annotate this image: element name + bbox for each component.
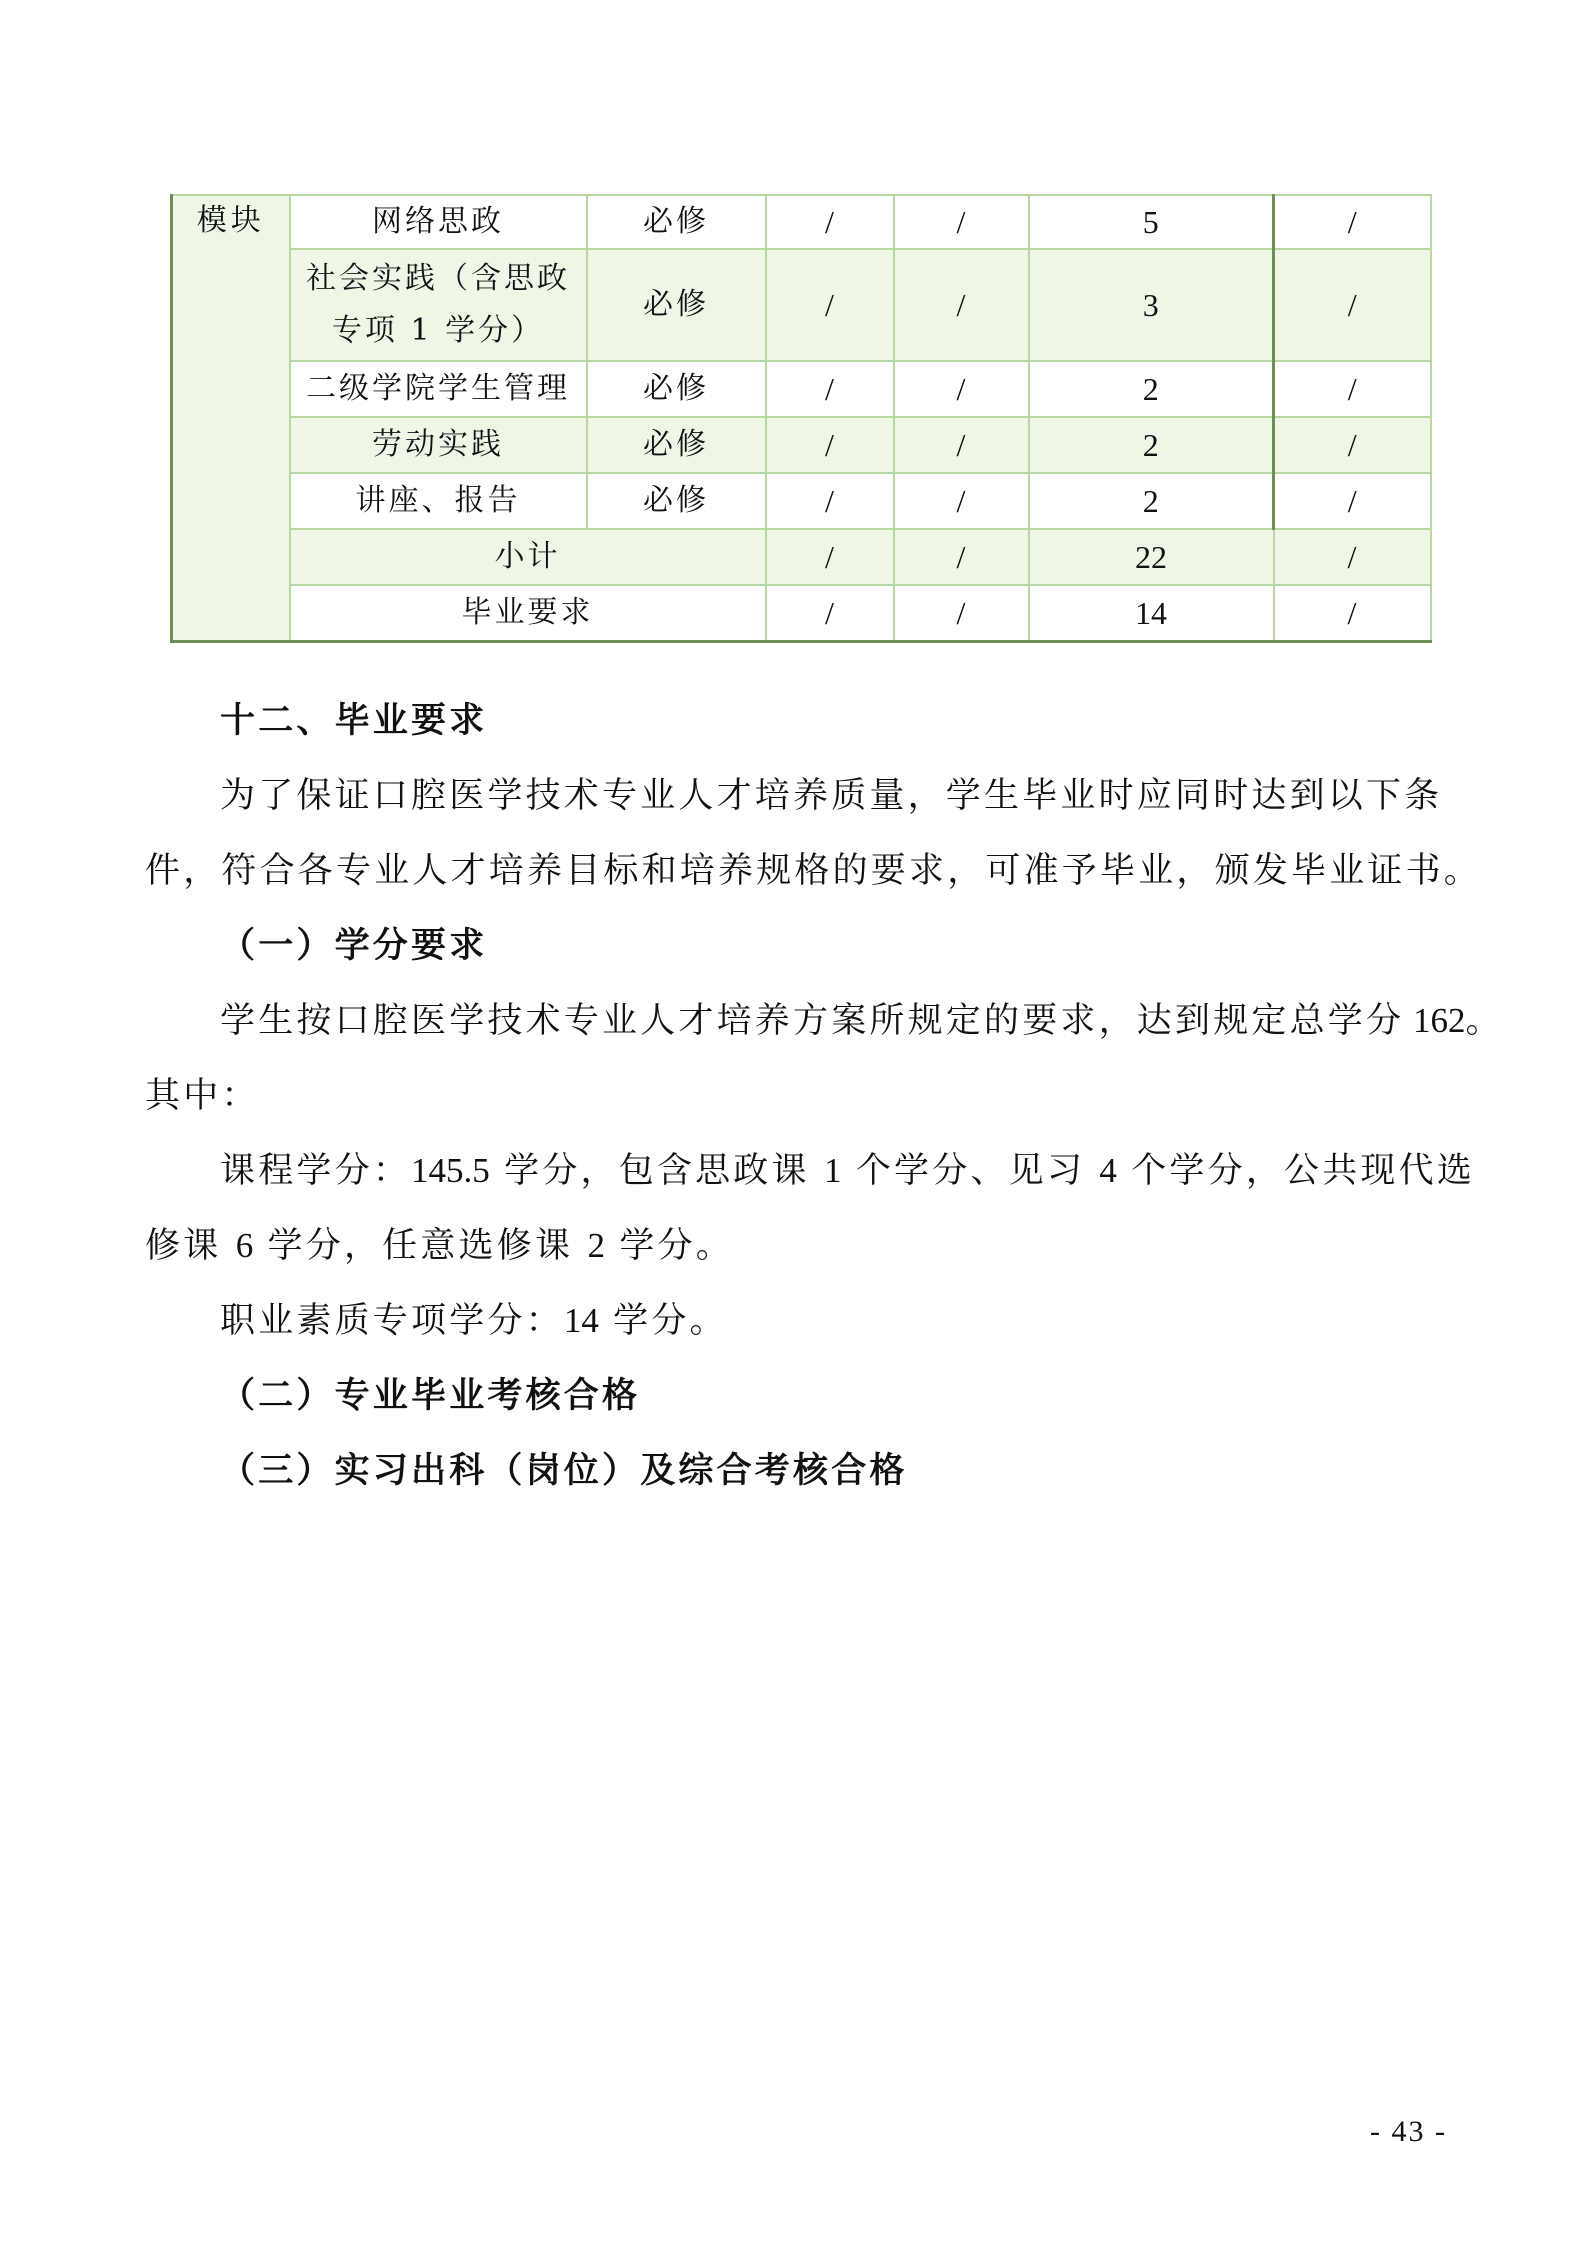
course-type: 必修 <box>587 417 766 473</box>
table-row <box>172 195 1431 249</box>
intro-line-1: 为了保证口腔医学技术专业人才培养质量，学生毕业时应同时达到以下条 <box>220 776 1443 816</box>
course-type: 必修 <box>587 361 766 417</box>
paragraph-course-credits-1: 课程学分：145.5 学分，包含思政课 1 个学分、见习 4 个学分，公共现代选 <box>220 1151 1476 1191</box>
section-heading: 十二、毕业要求 <box>220 701 488 741</box>
cell: / <box>894 529 1029 585</box>
cell: / <box>1274 585 1431 641</box>
subtotal-row <box>172 529 1431 585</box>
cell: / <box>766 473 894 529</box>
cell: / <box>1274 529 1431 585</box>
cell: / <box>894 585 1029 641</box>
credits-cell: 14 <box>1029 585 1274 641</box>
credits-cell: 3 <box>1029 249 1274 361</box>
cell: / <box>1274 249 1431 361</box>
subheading-credits: （一）学分要求 <box>220 926 488 966</box>
credits-cell: 5 <box>1029 195 1274 249</box>
course-type: 必修 <box>587 249 766 361</box>
credits-cell: 2 <box>1029 361 1274 417</box>
course-type: 必修 <box>587 195 766 249</box>
graduation-row <box>172 585 1431 641</box>
page-number: - 43 - <box>1370 2115 1447 2148</box>
course-name: 二级学院学生管理 <box>290 361 587 417</box>
cell: / <box>1274 473 1431 529</box>
paragraph-among: 其中： <box>145 1076 260 1116</box>
cell: / <box>894 417 1029 473</box>
course-name: 社会实践（含思政 专项 1 学分） <box>290 249 587 361</box>
cell: / <box>894 361 1029 417</box>
paragraph-quality-credits: 职业素质专项学分：14 学分。 <box>220 1301 728 1341</box>
course-type: 必修 <box>587 473 766 529</box>
paragraph-total-credits: 学生按口腔医学技术专业人才培养方案所规定的要求，达到规定总学分 162。 <box>220 1001 1504 1041</box>
subheading-internship-exam: （三）实习出科（岗位）及综合考核合格 <box>220 1451 908 1491</box>
credits-cell: 2 <box>1029 473 1274 529</box>
course-name: 讲座、报告 <box>290 473 587 529</box>
cell: / <box>1274 417 1431 473</box>
cell: / <box>766 361 894 417</box>
table-row <box>172 361 1431 417</box>
course-name: 网络思政 <box>290 195 587 249</box>
credits-cell: 22 <box>1029 529 1274 585</box>
intro-line-2: 件，符合各专业人才培养目标和培养规格的要求，可准予毕业，颁发毕业证书。 <box>145 851 1483 891</box>
graduation-label: 毕业要求 <box>290 585 766 641</box>
course-name: 劳动实践 <box>290 417 587 473</box>
credits-table <box>170 194 1432 643</box>
cell: / <box>766 417 894 473</box>
cell: / <box>894 249 1029 361</box>
credits-cell: 2 <box>1029 417 1274 473</box>
cell: / <box>894 473 1029 529</box>
paragraph-course-credits-2: 修课 6 学分，任意选修课 2 学分。 <box>145 1226 734 1266</box>
cell: / <box>1274 361 1431 417</box>
table-row <box>172 473 1431 529</box>
subtotal-label: 小计 <box>290 529 766 585</box>
cell: / <box>766 529 894 585</box>
subheading-graduation-exam: （二）专业毕业考核合格 <box>220 1376 641 1416</box>
table-row <box>172 249 1431 361</box>
cell: / <box>894 195 1029 249</box>
table-row <box>172 417 1431 473</box>
cell: / <box>1274 195 1431 249</box>
cell: / <box>766 585 894 641</box>
cell: / <box>766 249 894 361</box>
module-label: 模块 <box>172 195 290 641</box>
cell: / <box>766 195 894 249</box>
